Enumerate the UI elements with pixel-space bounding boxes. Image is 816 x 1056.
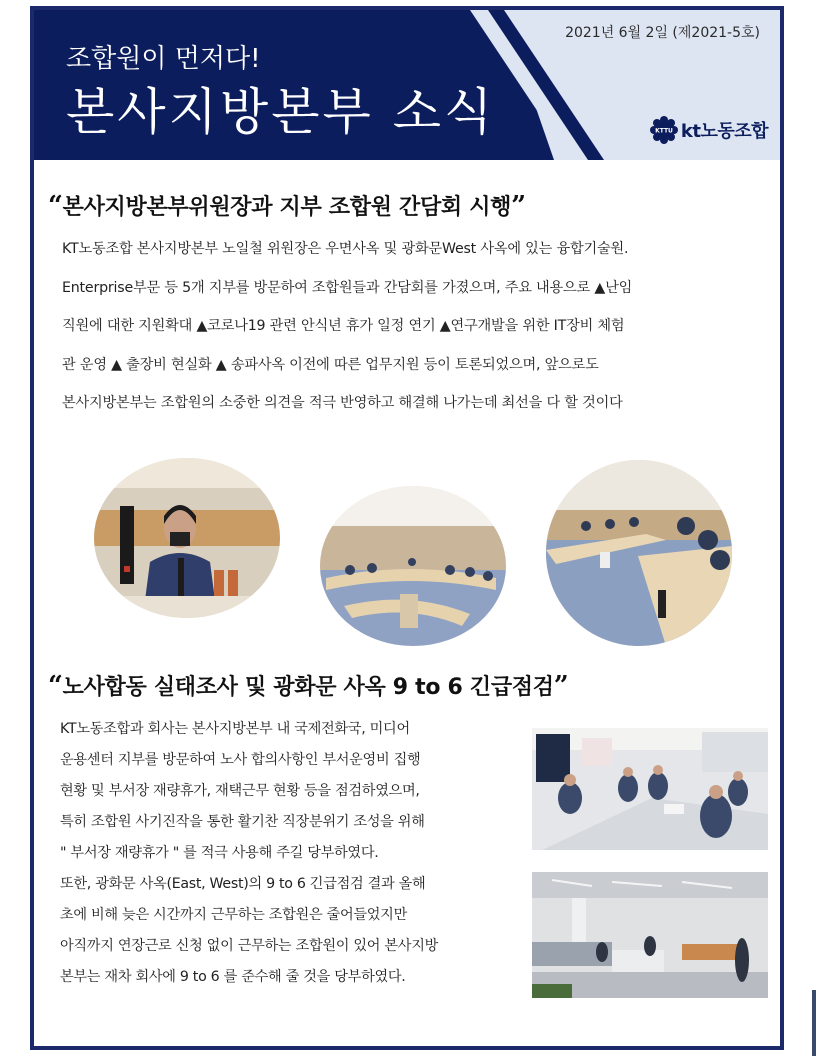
article2-line: 현황 및 부서장 재량휴가, 재택근무 현황 등을 점검하였으며, xyxy=(60,783,420,799)
logo-kt: kt xyxy=(680,121,701,142)
issue-date: 2021년 6월 2일 (제2021-5호) xyxy=(565,25,760,41)
header-title: 본사지방본부 소식 xyxy=(66,83,496,141)
article1-line: Enterprise부문 등 5개 지부를 방문하여 조합원들과 간담회를 가졌으며, 주요 내용으로 ▲난임 xyxy=(62,279,633,296)
quote-open: “ xyxy=(48,191,63,221)
union-logo xyxy=(650,116,768,144)
article2-line: 초에 비해 늦은 시간까지 근무하는 조합원은 줄어들었지만 xyxy=(60,907,407,923)
article2-line: KT노동조합과 회사는 본사지방본부 내 국제전화국, 미디어 xyxy=(60,721,410,737)
article2-line: 아직까지 연장근로 신청 없이 근무하는 조합원이 있어 본사지방 xyxy=(60,938,439,954)
article1-title: 본사지방본부위원장과 지부 조합원 간담회 시행 xyxy=(62,195,512,220)
article1-heading xyxy=(48,190,526,221)
photo-office-inspection-2 xyxy=(532,872,768,998)
article2-line: 운용센터 지부를 방문하여 노사 합의사항인 부서운영비 집행 xyxy=(60,752,421,768)
logo-name: 노동조합 xyxy=(700,121,768,142)
quote-open: “ xyxy=(48,671,63,701)
logo-wordmark xyxy=(681,117,768,143)
quote-close: ” xyxy=(511,191,526,221)
page-edge-mark xyxy=(812,990,816,1056)
article1-line: KT노동조합 본사지방본부 노일철 위원장은 우면사옥 및 광화문West 사옥에 있는 융합기술원. xyxy=(62,241,629,257)
photo-meeting-room-1 xyxy=(320,486,506,646)
photo-chairman xyxy=(94,458,280,618)
article1-line: 본사지방본부는 조합원의 소중한 의견을 적극 반영하고 해결해 나가는데 최선을 다 할 것이다 xyxy=(62,395,623,411)
quote-close: ” xyxy=(553,671,569,701)
union-emblem-icon xyxy=(650,116,678,144)
article2-body xyxy=(60,714,530,993)
article2-heading xyxy=(48,670,568,701)
article2-line: 또한, 광화문 사옥(East, West)의 9 to 6 긴급점검 결과 올해 xyxy=(60,876,426,892)
header-kicker: 조합원이 먼저다! xyxy=(66,44,261,74)
article2-line: 본부는 재차 회사에 9 to 6 를 준수해 줄 것을 당부하였다. xyxy=(60,969,406,985)
article2-line: " 부서장 재량휴가 " 를 적극 사용해 주길 당부하였다. xyxy=(60,845,379,861)
article1-line: 관 운영 ▲ 출장비 현실화 ▲ 송파사옥 이전에 따른 업무지원 등이 토론되었으며, 앞으로도 xyxy=(62,356,599,373)
article1-line: 직원에 대한 지원확대 ▲코로나19 관련 안식년 휴가 일정 연기 ▲연구개발을 위한 IT장비 체험 xyxy=(62,318,625,334)
article2-title: 노사합동 실태조사 및 광화문 사옥 9 to 6 긴급점검 xyxy=(62,675,554,700)
article1-body xyxy=(62,230,762,423)
article2-line: 특히 조합원 사기진작을 통한 활기찬 직장분위기 조성을 위해 xyxy=(60,814,425,830)
photo-office-inspection-1 xyxy=(532,728,768,850)
newsletter-header xyxy=(34,10,780,160)
emblem-text: KTTU xyxy=(654,127,673,135)
photo-meeting-room-2 xyxy=(546,460,732,646)
